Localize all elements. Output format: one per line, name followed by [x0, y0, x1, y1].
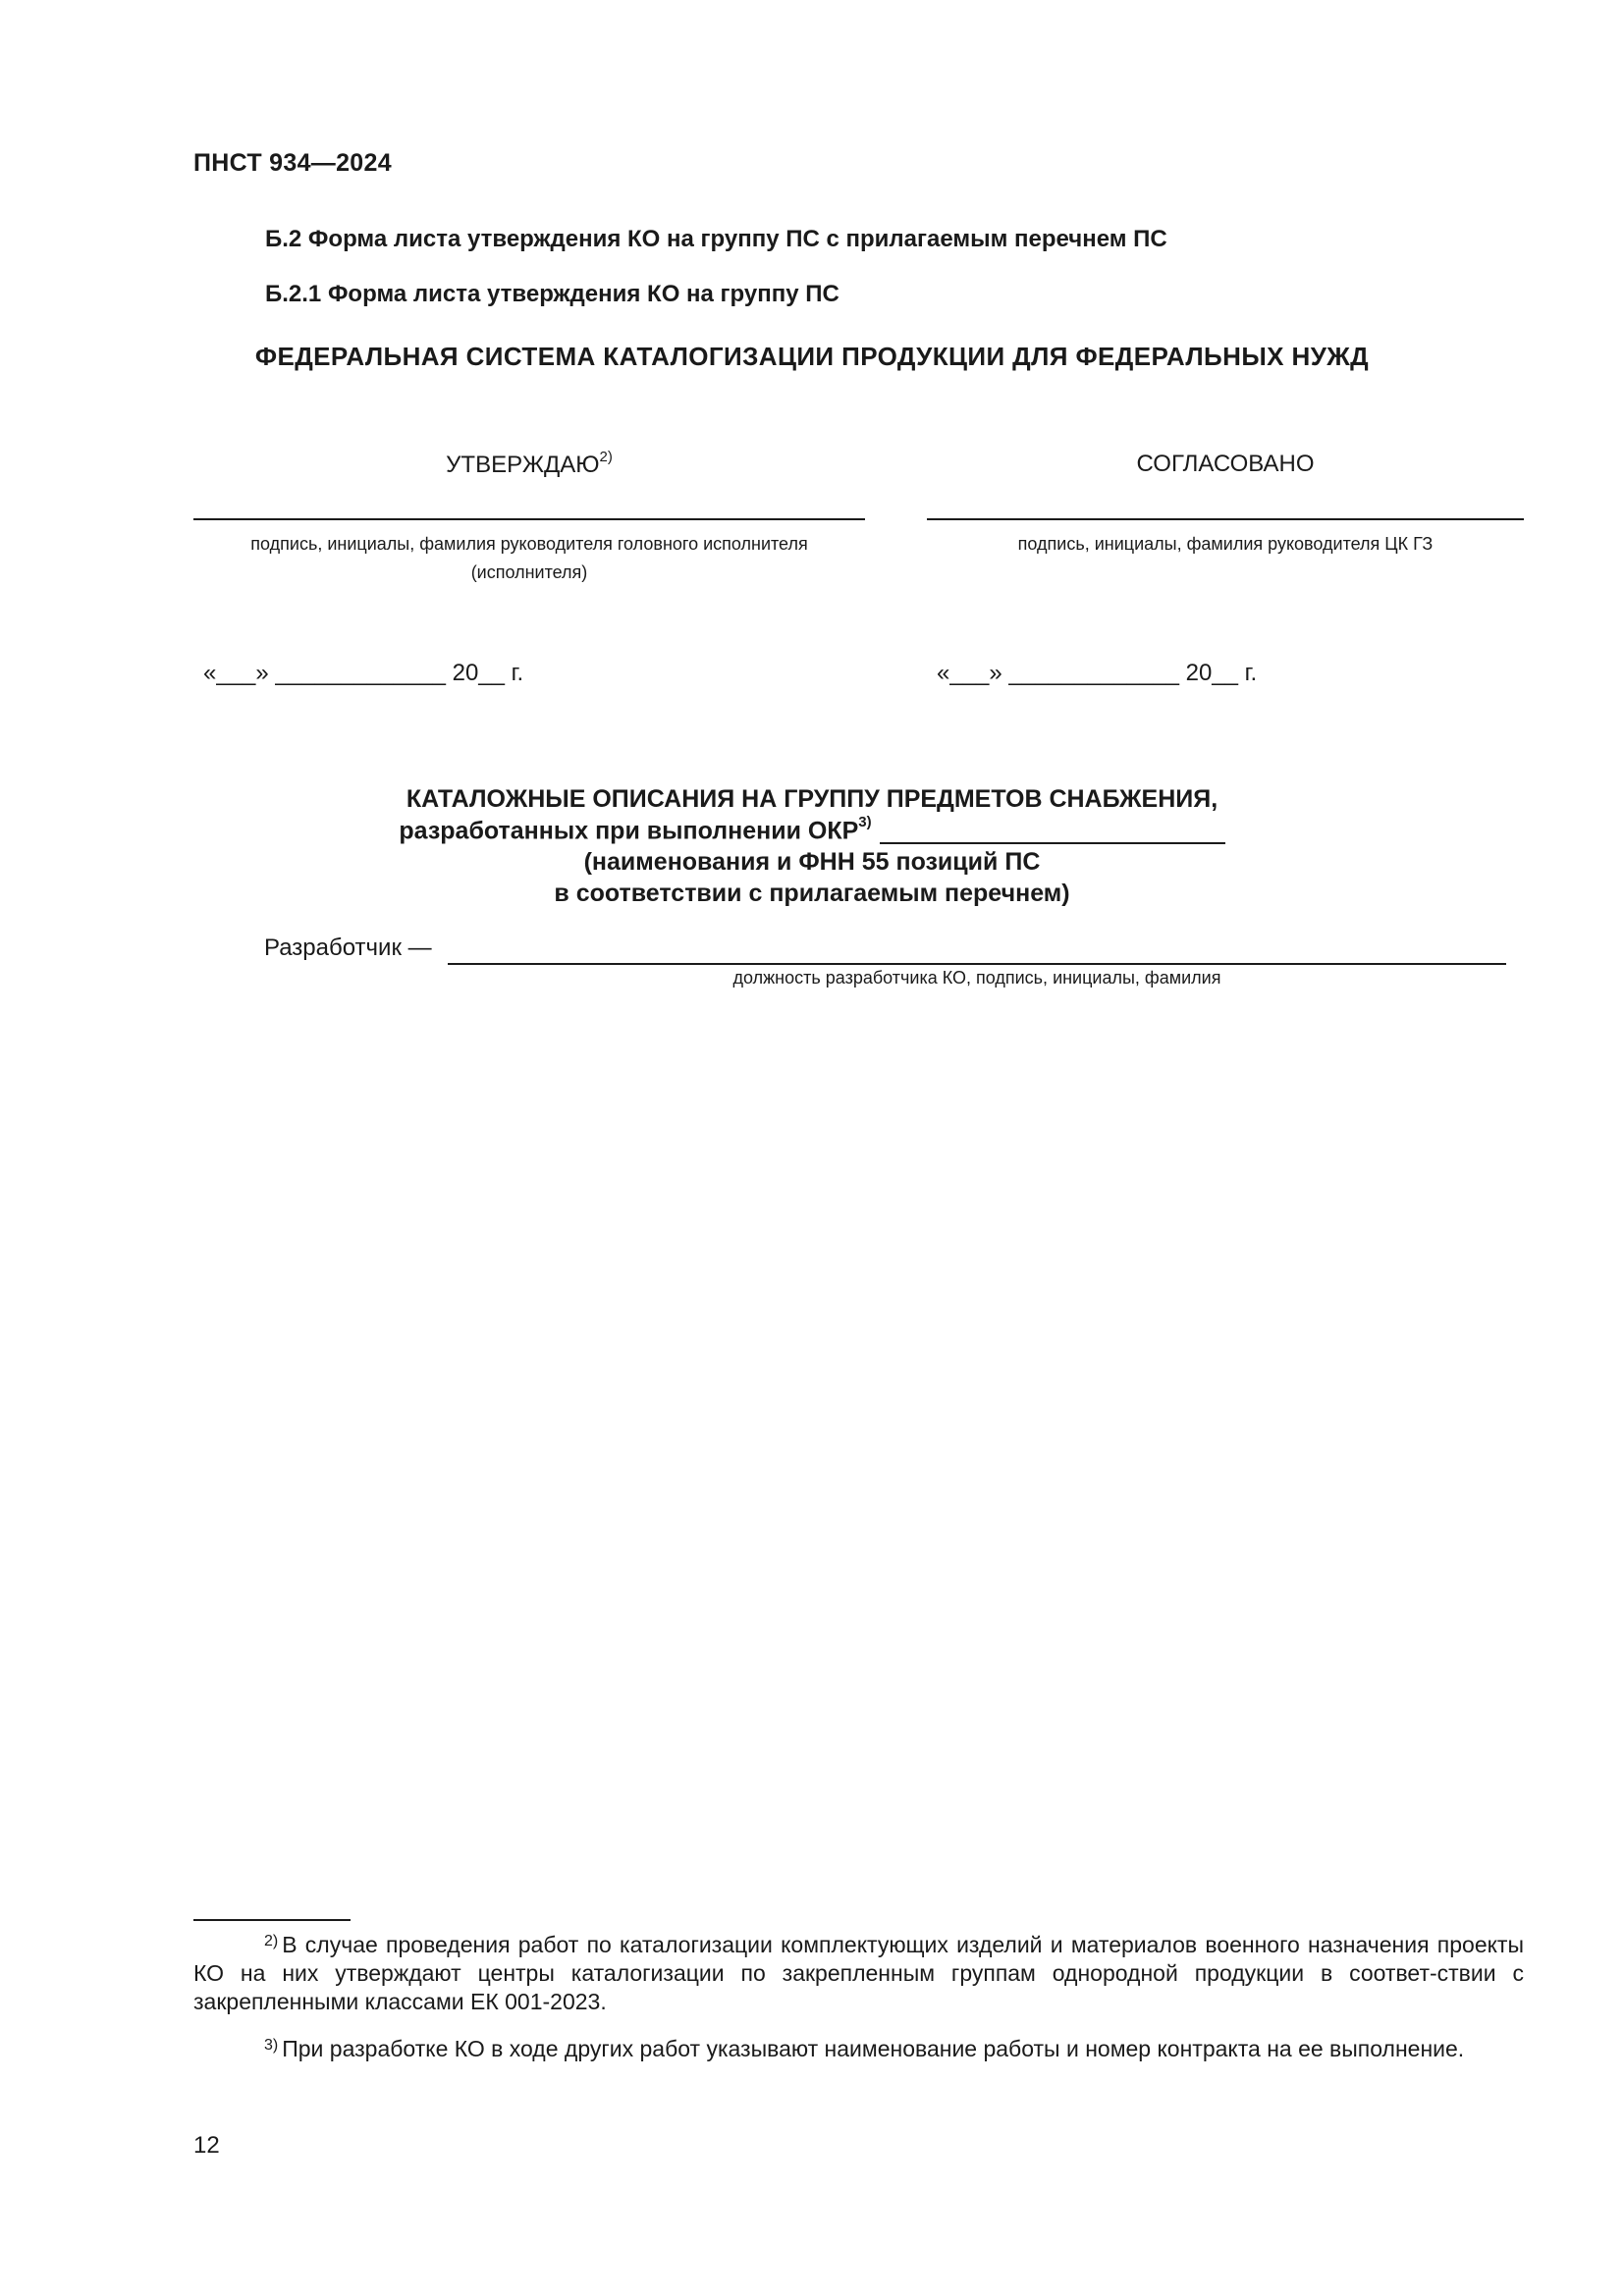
approve-caption-line2: (исполнителя)	[470, 562, 588, 582]
okr-name-blank	[880, 842, 1225, 844]
approve-title-text: УТВЕРЖДАЮ	[446, 452, 600, 478]
footnote-separator	[193, 1919, 351, 1921]
footnote-2	[193, 1927, 1524, 2016]
footnote-2-text: В случае проведения работ по каталогизации комплектующих изделий и материалов военного назначения проекты КО на них утверждают центры каталогизации по закрепленным группам однородной продукции в соответ-ствии с закрепленными классами ЕК 001-2023.	[193, 1932, 1524, 2014]
section-title: Б.2 Форма листа утверждения КО на группу ПС с прилагаемым перечнем ПС	[265, 226, 1167, 252]
agree-signature-line	[927, 518, 1524, 520]
system-title: ФЕДЕРАЛЬНАЯ СИСТЕМА КАТАЛОГИЗАЦИИ ПРОДУКЦИИ ДЛЯ ФЕДЕРАЛЬНЫХ НУЖД	[254, 342, 1370, 371]
descriptions-note-line1: (наименования и ФНН 55 позиций ПС	[583, 848, 1041, 876]
descriptions-okr-text: разработанных при выполнении ОКР	[399, 817, 859, 845]
approve-footnote-ref: 2)	[599, 449, 613, 465]
approve-caption-line1: подпись, инициалы, фамилия руководителя головного исполнителя	[250, 534, 808, 554]
developer-signature-line	[448, 963, 1506, 965]
page-number: 12	[193, 2132, 220, 2159]
descriptions-okr-line	[0, 814, 1624, 845]
footnote-3	[193, 2031, 1524, 2063]
approve-signature-caption	[193, 530, 865, 587]
approve-signature-line	[193, 518, 865, 520]
agree-signature-caption: подпись, инициалы, фамилия руководителя ЦК ГЗ	[1017, 534, 1434, 554]
document-code: ПНСТ 934—2024	[193, 149, 392, 177]
footnote-3-mark: 3)	[264, 2037, 279, 2054]
developer-label: Разработчик —	[264, 934, 432, 961]
approve-title	[193, 451, 865, 479]
footnote-3-text: При разработке КО в ходе других работ указывают наименование работы и номер контракта на ее выполнение.	[282, 2036, 1465, 2061]
developer-caption: должность разработчика КО, подпись, инициалы, фамилия	[732, 968, 1221, 988]
footnote-2-mark: 2)	[264, 1933, 279, 1949]
subsection-title: Б.2.1 Форма листа утверждения КО на группу ПС	[265, 281, 839, 307]
descriptions-footnote-ref: 3)	[858, 814, 872, 830]
descriptions-title: КАТАЛОЖНЫЕ ОПИСАНИЯ НА ГРУППУ ПРЕДМЕТОВ СНАБЖЕНИЯ,	[406, 785, 1218, 813]
approve-date-field: «___» _____________ 20__ г.	[203, 660, 524, 686]
descriptions-note-line2: в соответствии с прилагаемым перечнем)	[554, 880, 1070, 907]
agree-date-field: «___» _____________ 20__ г.	[937, 660, 1258, 686]
agree-title: СОГЛАСОВАНО	[1136, 451, 1315, 477]
